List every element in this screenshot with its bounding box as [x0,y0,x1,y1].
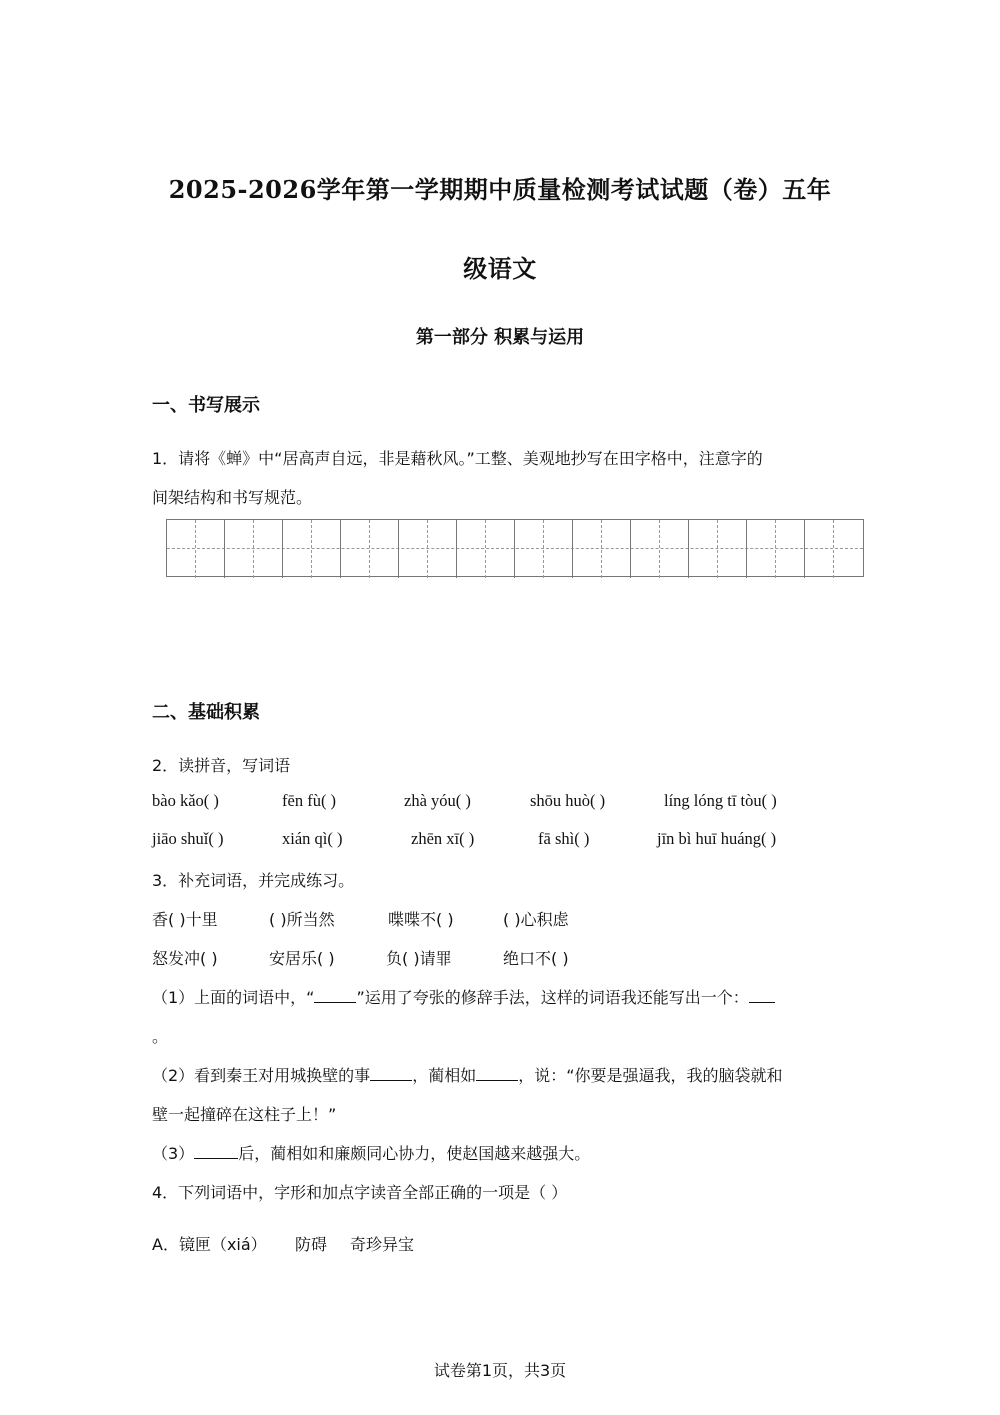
q3-2-prefix: （2）看到秦王对用城换壁的事 [152,1066,371,1085]
question-3-2 [152,1063,783,1086]
pinyin-item[interactable]: xián qì( ) [282,829,343,848]
idiom-item[interactable]: 绝口不( ) [503,949,569,968]
q3-2-line2: 壁一起撞碎在这柱子上！” [152,1105,337,1124]
page-footer: 试卷第1页，共3页 [433,1361,567,1380]
grid-cell[interactable] [689,520,747,578]
grid-cell[interactable] [167,520,225,578]
answer-blank[interactable] [194,1141,238,1159]
question-2: 2．读拼音，写词语 [152,756,291,775]
q3-3-suffix: 后，蔺相如和廉颇同心协力，使赵国越来越强大。 [238,1144,591,1163]
q3-2-middle: ，蔺相如 [412,1066,477,1085]
q3-1-prefix: （1）上面的词语中，“ [152,988,315,1007]
pinyin-item[interactable]: bào kǎo( ) [152,791,219,810]
grid-cell[interactable] [805,520,863,578]
part-heading: 第一部分 积累与运用 [415,327,585,348]
answer-blank[interactable] [749,985,775,1003]
option-a-word-3: 奇珍异宝 [350,1235,415,1254]
q3-3-prefix: （3） [152,1144,195,1163]
grid-cell[interactable] [747,520,805,578]
grid-cell[interactable] [283,520,341,578]
pinyin-item[interactable]: líng lóng tī tòu( ) [664,791,777,810]
pinyin-item[interactable]: jiāo shuǐ( ) [152,829,224,848]
pinyin-item[interactable]: jīn bì huī huáng( ) [657,829,777,848]
answer-blank[interactable] [370,1063,412,1081]
option-a-word-1: A．镜匣（xiá） [152,1235,267,1254]
grid-cell[interactable] [573,520,631,578]
question-1-line1: 1．请将《蝉》中“居高声自远，非是藉秋风。”工整、美观地抄写在田字格中，注意字的 [152,449,763,468]
grid-cell[interactable] [225,520,283,578]
section-heading-writing: 一、书写展示 [152,395,260,416]
idiom-item[interactable]: 香( )十里 [152,910,218,929]
tianzige-grid[interactable] [166,519,864,577]
idiom-item[interactable]: 怒发冲( ) [152,949,218,968]
pinyin-item[interactable]: zhà yóu( ) [404,791,471,810]
section-heading-basics: 二、基础积累 [152,702,260,723]
answer-blank[interactable] [314,985,356,1003]
exam-title-line1: 2025-2026学年第一学期期中质量检测考试试题（卷）五年 [168,175,832,204]
idiom-item[interactable]: ( )心积虑 [503,910,569,929]
pinyin-item[interactable]: zhēn xī( ) [411,829,475,848]
question-3: 3．补充词语，并完成练习。 [152,871,355,890]
option-a-word-2: 防碍 [295,1235,328,1254]
q3-1-end: 。 [152,1027,169,1046]
grid-cell[interactable] [399,520,457,578]
grid-cell[interactable] [341,520,399,578]
grid-cell[interactable] [631,520,689,578]
question-3-3 [152,1141,590,1164]
idiom-item[interactable]: 喋喋不( ) [388,910,454,929]
exam-title-line2: 级语文 [463,254,537,283]
grid-cell[interactable] [457,520,515,578]
answer-blank[interactable] [476,1063,518,1081]
pinyin-item[interactable]: shōu huò( ) [530,791,606,810]
question-3-1 [152,985,775,1008]
grid-cell[interactable] [515,520,573,578]
idiom-item[interactable]: 安居乐( ) [269,949,335,968]
q3-1-middle: ”运用了夸张的修辞手法，这样的词语我还能写出一个： [356,988,749,1007]
question-4: 4．下列词语中，字形和加点字读音全部正确的一项是（ ） [152,1183,568,1202]
pinyin-item[interactable]: fēn fù( ) [282,791,337,810]
idiom-item[interactable]: 负( )请罪 [386,949,452,968]
question-1-line2: 间架结构和书写规范。 [152,488,313,507]
pinyin-item[interactable]: fā shì( ) [538,829,590,848]
idiom-item[interactable]: ( )所当然 [269,910,335,929]
q3-2-suffix: ，说：“你要是强逼我，我的脑袋就和 [518,1066,783,1085]
